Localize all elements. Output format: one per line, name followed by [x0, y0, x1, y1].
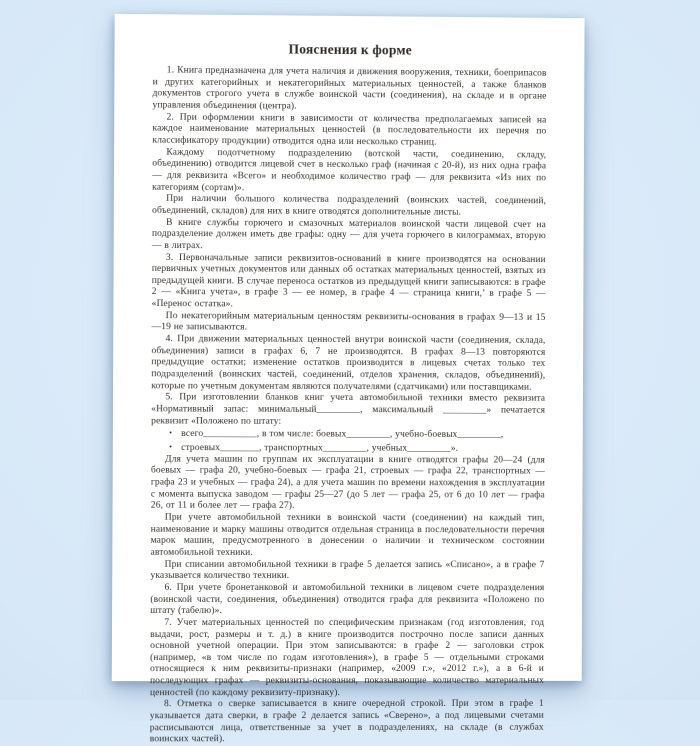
paragraph: 2. При оформлении книги в зависимости от количества предполагаемых записей на каждое наименование материальных ценностей (в последовательности их перечня по классификатору продукции) отводится одна или несколько страниц. [152, 112, 547, 148]
bullet-item [151, 441, 545, 455]
paragraph: По некатегорийным материальным ценностям реквизиты-основания в графах 9—13 и 15—19 не записываются. [151, 310, 546, 333]
paragraph: Каждому подотчетному подразделению (вотской части, соединению, складу, объединению) отводится лицевой счет в несколько граф (начиная с 20-й), из них одна графа — для реквизита «Всего» и необходимое количество граф — для реквизита «Из них по категориям (сортам)». [152, 147, 547, 193]
bullet-text: строевых________, транспортных_________, учебных_________». [181, 442, 459, 454]
paragraph: При списании автомобильной техники в графе 5 делается запись «Списано», а в графе 7 указывается количество техники. [150, 559, 545, 582]
paragraph: 3. Первоначальные записи реквизитов-оснований в книге производятся на основании первичных учетных документов или данных об остатках материальных ценностей, взятых из предыдущей книги. В случае переноса остатков из предыдущей книги записываются: в графе 2 — «Книга учета», в графе 3 — ее номер, в графе 4 — страница книги,’ в графе 5 — «Перенос остатка». [151, 252, 546, 310]
paragraph: В книге службы горючего и смазочных материалов воинской части лицевой счет на подразделение должен иметь две графы: одну — для учета горючего в килограммах, вторую — в литрах. [151, 217, 546, 251]
paragraph: При учете автомобильной техники в воинской части (соединении) на каждый тип, наименование и марку машины отводится отдельная страница в последовательности перечня марок машин, предусмотренного в донесении о наличии и техническом состоянии автомобильной техники. [150, 512, 545, 558]
paragraph: 6. При учете бронетанковой и автомобильной техники в лицевом счете подразделения (воинской части, соединения, объединения) отводится графа для реквизита «Положено по штату (табелю)». [150, 582, 545, 617]
paragraph: При наличии большого количества подразделений (воинских частей, соединений, объединений, складов) для них в книге отводятся дополнительные листы. [152, 194, 547, 218]
paragraph: Для учета машин по группам их эксплуатации в книге отводятся графы 20—24 (для боевых — графа 20, учебно-боевых — графа 21, строевых — графа 22, транспортных — графа 23 и учебных — графа 24), а для учета машин по времени нахождения в эксплуатации с момента выпуска заводом — графы 25—27 (до 5 лет — графа 25, от 6 до 10 лет — графа 26, от 11 и более лет — графа 27). [150, 454, 545, 512]
bullet-item [151, 428, 545, 442]
bullet-text: всего___________, в том числе: боевых_________, учебно-боевых_________, [181, 429, 504, 441]
paragraph: 4. При движении материальных ценностей внутри воинской части (соединения, склада, объединения) записи в графах 6, 7 не производятся. В графах 8—13 повторяются предыдущие остатки; изменение остатков производится в лицевых счетах только тех подразделений (воинских частей, соединений, отделов хранения, складов, объединений), которые по учетным документам являются получателями (сдатчиками) или поставщиками. [151, 334, 546, 393]
paragraph: 8. Отметка о сверке записывается в книге очередной строкой. При этом в графе 1 указывается дата сверки, в графе 2 делается запись «Сверено», а под лицевыми счетами расписываются лица, ответственные за учет в подразделениях, на складе (в службах воинских частей). [149, 699, 544, 745]
bullet-icon: • [169, 428, 173, 438]
paragraph: 5. При изготовлении бланков книг учета автомобильной техники вместо реквизита «Нормативный запас: минимальный_________, максимальный _________» печатается реквизит «Положено по штату: [151, 392, 546, 427]
paragraph: 1. Книга предназначена для учета наличия и движения вооружения, техники, боеприпасов и других категорийных и некатегорийных материальных ценностей, а также бланков документов строгого учета в службе воинской части (соединения), на складе и в органе управления объединения (центра). [152, 65, 547, 112]
paragraph: 7. Учет материальных ценностей по специфическим признакам (год изготовления, год выдачи, рост, размеры и т. д.) в книге производится построчно после записи данных основной учетной операции. При этом записываются: в графе 2 — заголовки строк (например, «в том числе по годам изготовления»), в графе 5 — отдельными строками относящиеся к ним реквизиты-признаки (например, «2009 г.», «2012 г.»), а в 6-й и последующих графах — реквизиты-основания, показывающие количество материальных ценностей (по каждому реквизиту-признаку). [149, 617, 545, 698]
page-title: Пояснения к форме [288, 41, 412, 58]
bullet-icon: • [169, 441, 173, 452]
document-page [112, 14, 585, 745]
